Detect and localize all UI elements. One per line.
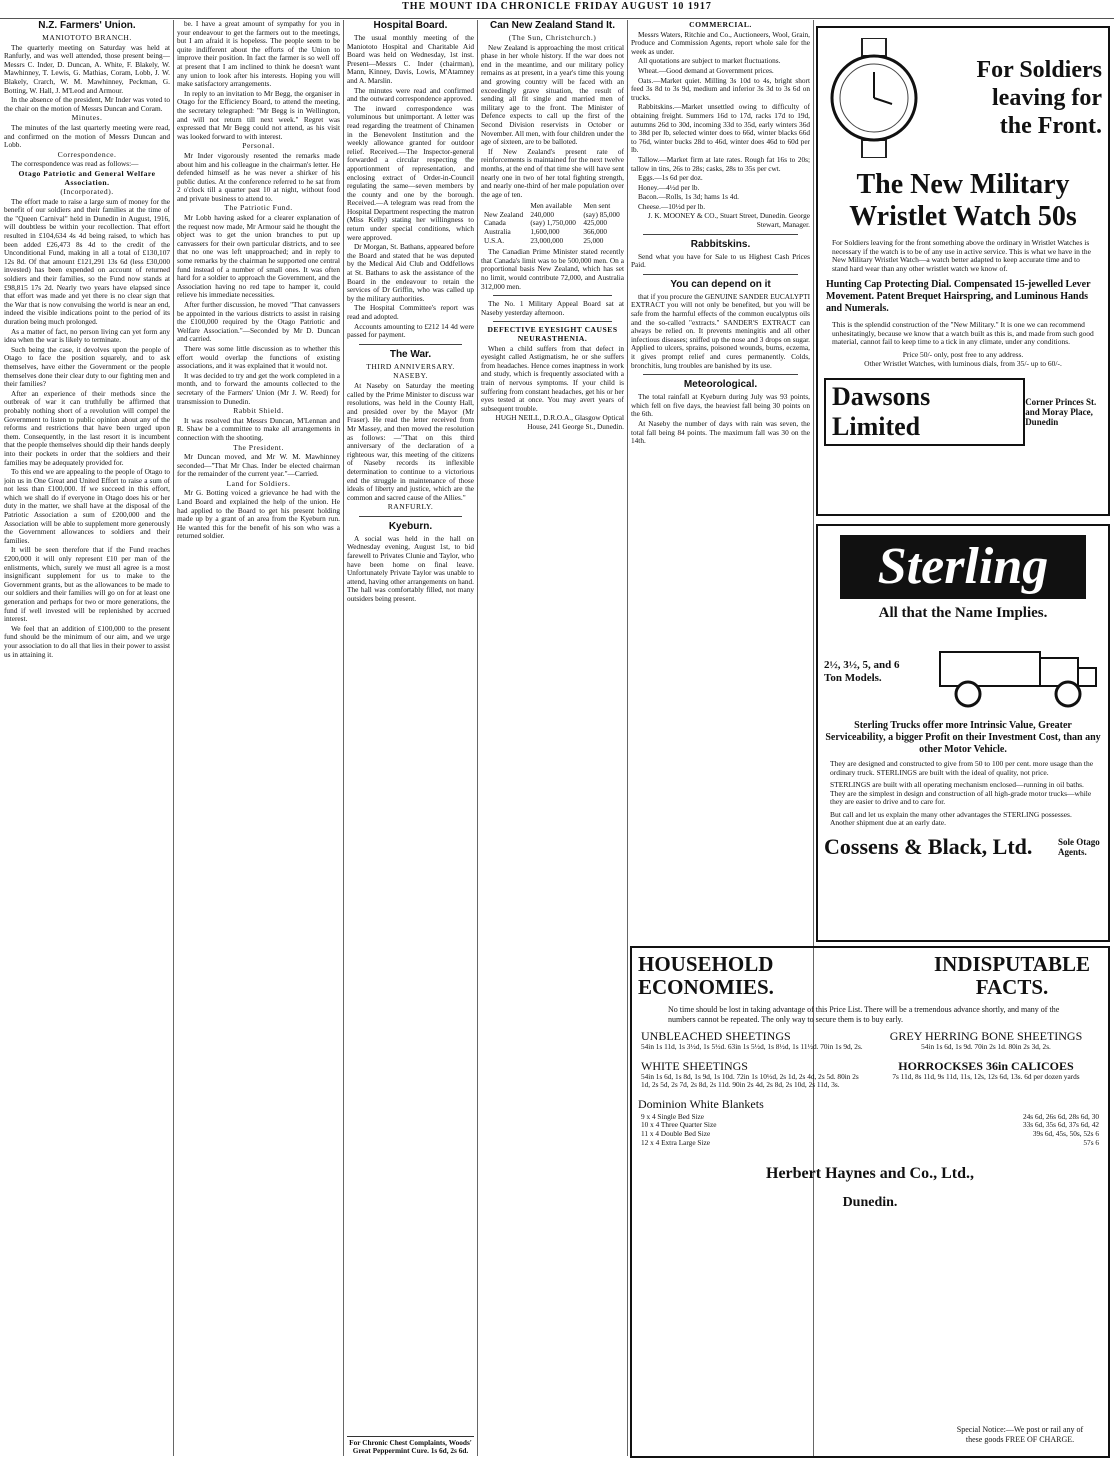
- paragraph: Dr Morgan, St. Bathans, appeared before the Board and stated that he was deputed by the Medical Aid Club and Oddfellows at St. Bathans to ask the assistance of the Board in the endeavour to retain the services of Dr Griffin, who was called up by the military authorities.: [347, 242, 474, 303]
- paragraph: STERLINGS are built with all operating mechanism enclosed—running in oil baths. They are the simplest in design and construction of all high-grade motor trucks—while they are easier to drive and to care for.: [830, 780, 1092, 806]
- blanket-table: [638, 1113, 1102, 1147]
- paragraph: In the absence of the president, Mr Inder was voted to the chair on the motion of Messrs Duncan and Coram.: [4, 95, 170, 113]
- article-title: N.Z. Farmers' Union.: [38, 20, 136, 31]
- paragraph: It was decided to try and get the work completed in a month, and to forward the amounts collected to the secretary of the Farmers' Union (Mr J. W. Reed) for transmission to Dunedin.: [177, 370, 340, 406]
- column-hospital-board: [347, 20, 474, 1456]
- paragraph: be. I have a great amount of sympathy for you in your endeavour to get the farmers out to the meetings, but I am afraid it is hopeless. The people seem to be quite indifferent about the efforts of the Union to improve their position. In fact the farmer is so well off at present that I am inclined to think he doesn't want any union to look after his interests. Hoping you will make satisfactory arrangements.: [177, 20, 340, 89]
- price-values: 54in 1s 6d, 1s 8d, 1s 9d, 1s 10d. 72in 1s 10½d, 2s 1d, 2s 4d, 2s 5d. 80in 2s 1d, 2s 5d, 2s 7d, 2s 8d, 2s 11d. 90in 2s 4d, 2s 8d, 2s 10d, 2s 11d, 3s.: [641, 1071, 859, 1090]
- subhead: Minutes.: [71, 113, 103, 123]
- paragraph: If New Zealand's present rate of reinforcements is maintained for the next twelve months, at the end of that time she will have sent nearly one in two of her total fighting strength, and nearly one-third of her male population over the age of ten.: [481, 146, 624, 199]
- price-values: 54in 1s 11d, 1s 3½d, 1s 5½d. 63in 1s 5½d, 1s 8½d, 1s 11½d. 70in 1s 9d, 2s.: [641, 1042, 863, 1051]
- cell: 10 x 4 Three Quarter Size: [641, 1120, 717, 1130]
- cell: 57s 6: [1083, 1137, 1099, 1147]
- paragraph: that if you procure the GENUINE SANDER EUCALYPTI EXTRACT you will not only be benefited, but you will be safe from the harmful effects of the common eucalyptus oils and the so-called "extracts." SANDER'S EXTRACT can always be relied on. It prevents meningitis and all other infectious diseases; sniffed up the nose and 3 drops on sugar. Applied to ulcers, sprains, poisoned wounds, burns, eczema, it gives prompt relief and cures permanently. Colds, bronchitis, lung troubles are banished by its use.: [631, 291, 810, 370]
- paragraph: It was resolved that Messrs Duncan, M'Lennan and R. Shaw be a committee to make all arrangements in connection with the shooting.: [177, 415, 340, 442]
- ad-claim: Sterling Trucks offer more Intrinsic Value, Greater Serviceability, a bigger Profit on their Investment Cost, than any other Motor Vehicle.: [825, 720, 1101, 755]
- paragraph: The No. 1 Military Appeal Board sat at Naseby yesterday afternoon.: [481, 299, 624, 317]
- ad-line: For Soldiers: [976, 57, 1102, 83]
- subhead: The Patriotic Fund.: [224, 203, 293, 213]
- paragraph: But call and let us explain the many other advantages the STERLING possesses. Another shipment due at an early date.: [830, 809, 1072, 827]
- article-title: You can depend on it: [670, 278, 771, 290]
- cell: 9 x 4 Single Bed Size: [641, 1111, 705, 1121]
- cell: 39s 6d, 45s, 50s, 52s 6: [1032, 1128, 1099, 1138]
- cell: Canada: [484, 218, 506, 228]
- cell: New Zealand: [484, 209, 524, 219]
- paragraph: Rabbitskins.—Market unsettled owing to difficulty of obtaining freight. Summers 16d to 17d, racks 17d to 19d, autumns 26d to 30d, incoming 33d to 35d, early winters 36d to 38d per lb, selected winter does to 66d, winter blacks 66d to 76d, winter bucks 28d to 46d, winter does 46d to 60d per lb.: [631, 102, 810, 155]
- price-list: [638, 1030, 1102, 1090]
- paragraph: A social was held in the hall on Wednesday evening, August 1st, to bid farewell to Privates Clunie and Taylor, who have been home on final leave. Unfortunately Private Taylor was unable to attend, having other arrangements on hand. The hall was comfortably filled, not many outsiders being present.: [347, 533, 474, 604]
- paragraph: The total rainfall at Kyeburn during July was 93 points, which fell on five days, the heaviest fall being 30 points on the 6th.: [631, 392, 810, 419]
- paragraph: For Soldiers leaving for the front something above the ordinary in Wristlet Watches is necessary if the watch is to be of any use in active service. This is what we have in the New Military Wristlet Watch—a watch better adapted to keep accurate time and to stand hard wear than any other wristlet watch we know of.: [832, 238, 1091, 273]
- signature: J. K. MOONEY & CO., Stuart Street, Dunedin. George Stewart, Manager.: [647, 211, 810, 230]
- paragraph: After further discussion, he moved "That canvassers be appointed in the various districts to assist in raising the £100,000 required by the Otago Patriotic and Welfare Association."—Seconded by Mr D. Duncan and carried.: [177, 300, 340, 344]
- subhead: RANFURLY.: [387, 502, 434, 512]
- ad-line: leaving for: [992, 85, 1102, 111]
- price-heading: WHITE SHEETINGS: [641, 1058, 748, 1073]
- paragraph: All quotations are subject to market fluctuations.: [638, 56, 781, 66]
- sterling-truck-ad: [816, 524, 1110, 942]
- paragraph: Send what you have for Sale to us Highest Cash Prices Paid.: [631, 251, 810, 270]
- paragraph: No time should be lost in taking advantage of this Price List. There will be a tremendous advance shortly, and many of the numbers cannot be repeated. The only way to secure them is to buy early.: [668, 1005, 1060, 1024]
- cell: 25,000: [583, 235, 604, 245]
- price-values: 7s 11d, 8s 11d, 9s 11d, 11s, 12s, 12s 6d, 13s. 6d per dozen yards: [892, 1071, 1080, 1081]
- ad-firm: Cossens & Black, Ltd.: [824, 833, 1033, 859]
- paragraph: Oats.—Market quiet. Milling 3s 10d to 4s, bright short feed 3s 8d to 3s 9d, medium and inferior 3s 3d to 3s 6d on trucks.: [631, 75, 810, 102]
- paragraph: Honey.—4½d per lb.: [638, 182, 700, 192]
- ad-notice: Special Notice:—We post or rail any of these goods FREE OF CHARGE.: [956, 1425, 1084, 1444]
- paragraph: The minutes were read and confirmed and the outward correspondence approved.: [347, 85, 474, 104]
- subhead: Correspondence.: [57, 149, 117, 159]
- cell: 425,000: [583, 218, 608, 228]
- article-title: COMMERCIAL.: [689, 20, 752, 29]
- column-farmers-union-cont: [177, 20, 340, 1456]
- truck-icon: [932, 632, 1102, 712]
- article-title: Hospital Board.: [373, 20, 448, 31]
- paragraph: The Hospital Committee's report was read and adopted.: [347, 303, 474, 321]
- column-commercial: [631, 20, 810, 920]
- paragraph: The usual monthly meeting of the Maniototo Hospital and Charitable Aid Board was held on Wednesday, 1st inst. Present—Messrs C. Inder (chairman), Mann, Kinney, Davis, Lowis, M'Atamney and A. Marslin.: [347, 33, 474, 85]
- cell: 240,000: [530, 209, 555, 219]
- enlistment-table: [481, 202, 624, 245]
- table-row: [481, 237, 624, 246]
- paragraph: Such being the case, it devolves upon the people of Otago to face the position squarely, and to ask themselves, have either the Government or the people themselves done their clear duty to our fighting men and their families?: [4, 344, 170, 389]
- watch-icon: [824, 38, 924, 158]
- paragraph: Cheese.—10½d per lb.: [638, 201, 706, 211]
- subhead: (Incorporated).: [60, 187, 114, 197]
- cell: 33s 6d, 35s 6d, 37s 6d, 42: [1022, 1120, 1099, 1130]
- ad-place: Dunedin.: [842, 1195, 898, 1211]
- cell: (say) 1,750,000: [530, 218, 576, 228]
- subhead: MANIOTOTO BRANCH.: [42, 33, 132, 42]
- sterling-logo: [840, 535, 1086, 599]
- ad-price: Price 50/- only, post free to any address.: [902, 349, 1024, 359]
- price-heading: UNBLEACHED SHEETINGS: [641, 1029, 791, 1043]
- paragraph: As a matter of fact, no person living can yet form any idea when the war is likely to terminate.: [4, 326, 170, 345]
- cell: 366,000: [583, 227, 608, 237]
- masthead: THE MOUNT IDA CHRONICLE FRIDAY AUGUST 10 1917: [0, 0, 1114, 19]
- paragraph: The Canadian Prime Minister stated recently that Canada's limit was to be 500,000 men. On a proportional basis New Zealand, which has set no limit, would contribute 72,000, and Australia 312,000 men.: [481, 247, 624, 291]
- paragraph: Accounts amounting to £212 14 4d were passed for payment.: [347, 321, 474, 340]
- ad-heading-right: INDISPUTABLE FACTS.: [934, 952, 1090, 999]
- column-farmers-union: [4, 20, 170, 1456]
- source: (The Sun, Christchurch.): [508, 33, 597, 42]
- paragraph: After an experience of their methods since the outbreak of war it can truthfully be affirmed that probably nothing short of a revolution will compel the Government to listen to public opinion about any of the reforms and restrictions that have been urged upon them. Consequently, in the last resort it is incumbent that the people themselves should dip their hands deeply into their pockets in order that the soldiers and their families may be adequately provided for.: [4, 388, 170, 467]
- dawsons-watch-ad: [816, 26, 1110, 516]
- paragraph: The effort made to raise a large sum of money for the benefit of our soldiers and their families at the time of the "Queen Carnival" held in Dunedin in August, 1916, will doubtless be within your recollection. That effort resulted in £104,634 4s 4d being raised, to which has been added £26,473 8s 4d to the credit of the Unconditional Fund, making in all a total of £130,107 12s 8d. Of that amount £121,291 13s 6d (less £30,000 invested) has been expended on account of returned soldiers and their families, so the Fund now stands at £98,815 17s 2d. Nearly two years have elapsed since that effort was made and yet there is no clear sign that the War that is now convulsing the world is near an end, indeed the visible indications point to the period of its duration being much prolonged.: [4, 196, 170, 326]
- paragraph: New Zealand is approaching the most critical phase in her whole history. If the war does not end in the meantime, and our military policy remains as at present, in a year's time this young and growing country will be faced with an exceedingly grave situation, the result of sending all fit single and married men of military age to the front. The Minister of Defence expects to call up the first of the Second Division reservists in October or November. All men, with four children under the age of sixteen, are to be balloted.: [481, 42, 624, 147]
- cell: 11 x 4 Double Bed Size: [641, 1128, 711, 1138]
- ad-firm: Dawsons Limited: [824, 378, 1025, 446]
- paragraph: At Naseby on Saturday the meeting called by the Prime Minister to discuss war resolutions, was held in the County Hall, and presided over by the Mayor (Mr Fraser). He read the letter received from Mr Massey, and then moved the resolution as follows: —"That on this third anniversary of the declaration of a righteous war, this meeting of the citizens of Naseby records its inflexible determination to continue to a victorious end the struggle in maintenance of those ideals of liberty and justice, which are the common and sacred cause of the Allies.": [347, 380, 474, 502]
- paragraph: Mr G. Botting voiced a grievance he had with the Land Board and explained the help of the union. He had applied to the Board to get his present holding made up by a grant of an area from the Kyeburn run. He wanted this for the benefit of his son who was a returned soldier.: [177, 488, 340, 541]
- paragraph: They are designed and constructed to give from 50 to 100 per cent. more usage than the ordinary truck. STERLINGS are built with the ideal of quality, not price.: [830, 759, 1094, 777]
- cell: 24s 6d, 26s 6d, 28s 6d, 30: [1022, 1111, 1099, 1121]
- cell: Australia: [484, 227, 511, 237]
- paragraph: To this end we are appealing to the people of Otago to join us in One Great and United Effort to raise a sum of not less than £100,000. If we succeed in this effort, which we shall do if everyone in Otago does his or her duty in the matter, we shall have at the disposal of the Patriotic Association a sum of £200,000 and the Association will be able to supplement more generously the Government allowances to soldiers and their families.: [4, 467, 170, 545]
- subhead: NASEBY.: [393, 371, 428, 381]
- paragraph: Mr Lobb having asked for a clearer explanation of the request now made, Mr Armour said he thought the object was to get the union branches to put up canvassers for their own particular districts, and to see that no one was left unapproached; and in reply to some remarks by the chairman he supported one central fund instead of a number of small ones. It was often hard for a soldier to approach the Government, and the Association having no red tape to hamper it, could relieve his immediate necessities.: [177, 213, 340, 300]
- ad-other: Other Wristlet Watches, with luminous dials, from 35/- up to 60/-.: [864, 358, 1062, 368]
- paragraph: There was some little discussion as to whether this effort would overlap the functions of existing associations, and it was explained that it would not.: [177, 343, 340, 371]
- paragraph: When a child suffers from that defect in eyesight called Astigmatism, he or she suffers from headaches. Hence comes inaptness in work and study, which is frequently associated with a train of nervous symptoms. If your child is suffering from constant headaches, get his or her eyes tested at once. You may avert years of subsequent trouble.: [481, 343, 624, 413]
- ad-heading-left: HOUSEHOLD ECONOMIES.: [638, 952, 774, 999]
- paragraph: Bacon.—Rolls, 1s 3d; hams 1s 4d.: [638, 192, 739, 202]
- table-row: [638, 1139, 1102, 1148]
- article-title: Meteorological.: [683, 379, 758, 391]
- ad-headline: The New Military Wristlet Watch 50s: [849, 169, 1077, 232]
- article-title: Rabbitskins.: [690, 238, 751, 250]
- footer-ad: For Chronic Chest Complaints, Woods' Great Peppermint Cure. 1s 6d, 2s 6d.: [347, 1436, 474, 1456]
- price-heading: GREY HERRING BONE SHEETINGS: [889, 1029, 1083, 1043]
- ad-line: the Front.: [999, 113, 1102, 139]
- table-header: Men available: [530, 201, 572, 211]
- cell: U.S.A.: [484, 235, 505, 245]
- subhead: The President.: [233, 442, 284, 452]
- household-economies-ad: [630, 946, 1110, 1458]
- paragraph: We feel that an addition of £100,000 to the present fund should be the minimum of our aim, and we urge your association to do all that lies in their power to assist us in attaining it.: [4, 623, 170, 659]
- paragraph: Mr Inder vigorously resented the remarks made about him and his colleague in the chairman's letter. He defended himself as he was never a shirker of his public duties. At the conference referred to he sat from 2 o'clock till a quarter past 10 at night, without food and private business to attend to.: [177, 150, 340, 203]
- subhead: Otago Patriotic and General Welfare Association.: [18, 168, 156, 187]
- paragraph: At Naseby the number of days with rain was seven, the total fall being 84 points. The maximum fall was 30 on the 14th.: [631, 418, 810, 446]
- signature: HUGH NEILL, D.R.O.A., Glasgow Optical House, 241 George St., Dunedin.: [495, 413, 624, 431]
- article-title: Can New Zealand Stand It.: [489, 20, 616, 31]
- column-new-zealand: [481, 20, 624, 1456]
- ad-agents: Sole Otago Agents.: [1058, 836, 1100, 857]
- paragraph: The minutes of the last quarterly meeting were read, and confirmed on the motion of Messrs Duncan and Lobb.: [4, 122, 170, 150]
- price-heading: HORROCKSES 36in CALICOES: [898, 1058, 1074, 1073]
- subhead: THIRD ANNIVERSARY.: [366, 361, 455, 371]
- cell: 23,000,000: [530, 235, 564, 245]
- paragraph: The inward correspondence was voluminous but unimportant. A letter was read regarding the treatment of Chinamen in the Benevolent Institution and the weekly allowance granted for outdoor relief. Received.—The Inspector-general forwarded a circular respecting the apportionment of representation, and enclosing extract of Order-in-Council regulating the same—seven members by the county and one by the borough. Received.—A telegram was read from the Hospital Department respecting the matron (Miss Kelly) stating her willingness to return under special conditions, which were approved.: [347, 103, 474, 242]
- paragraph: Messrs Waters, Ritchie and Co., Auctioneers, Wool, Grain, Produce and Commission Agents, report whole sale for the week as under.: [631, 29, 810, 56]
- sterling-logo-text: Sterling: [877, 538, 1049, 595]
- ad-features: Hunting Cap Protecting Dial. Compensated 15-jewelled Lever Movement. Patent Brequet Hairspring, and Luminous Hands and Numerals.: [826, 279, 1091, 314]
- subhead: Rabbit Shield.: [233, 406, 284, 416]
- article-title: Kyeburn.: [388, 520, 433, 532]
- ad-address: Corner Princes St. and Moray Place, Dunedin: [1025, 396, 1097, 427]
- paragraph: It will be seen therefore that if the Fund reaches £200,000 it will only represent £10 per man of the enlistments, which, surely we must all agree is a most insignificant supplement for us to make to the Government grants, but as the allowances to be made to our soldiers and their families will go on for at least one generation and perhaps for two or more generations, the fund if well invested will be replenished by accrued interest.: [4, 545, 170, 624]
- cell: 12 x 4 Extra Large Size: [641, 1137, 710, 1147]
- price-values: 54in 1s 6d, 1s 9d. 70in 2s 1d. 80in 2s 3d, 2s.: [921, 1042, 1051, 1051]
- subhead: Land for Soldiers.: [226, 478, 291, 488]
- article-title: The War.: [389, 348, 432, 360]
- subhead: Personal.: [242, 141, 275, 151]
- paragraph: Tallow.—Market firm at late rates. Rough fat 16s to 20s; tallow in tins, 26s to 28s; casks, 28s to 35s per cwt.: [631, 154, 810, 173]
- ad-models: 2½, 3½, 5, and 6 Ton Models.: [824, 659, 900, 684]
- paragraph: Eggs.—1s 6d per doz.: [638, 173, 703, 183]
- cell: 1,600,000: [530, 227, 560, 237]
- price-heading: Dominion White Blankets: [638, 1096, 764, 1111]
- paragraph: In reply to an invitation to Mr Begg, the organiser in Otago for the Efficiency Board, to attend the meeting, the secretary telegraphed: "Mr Begg is in Wellington, and will not return till next week." Regret was expressed that Mr Begg could not attend, as his visit was looked forward to with interest.: [177, 88, 340, 141]
- paragraph: Mr Duncan moved, and Mr W. M. Mawhinney seconded—"That Mr Chas. Inder be elected chairman for the remainder of the current year."—Carried.: [177, 452, 340, 479]
- paragraph: The quarterly meeting on Saturday was held at Ranfurly, and was well attended, those present being—Messrs C. Inder, D. Duncan, A. White, F. Blakely, W. Mawhinney, T. Lewis, G. Mathias, Coram, Lobb, J. W. Blakely, Crarch, W. M. Mawhinney, Peckman, G. Botting, W. Hall, J. M'Leod and Armour.: [4, 42, 170, 95]
- paragraph: The correspondence was read as follows:—: [11, 159, 139, 169]
- ad-firm: Herbert Haynes and Co., Ltd.,: [766, 1165, 974, 1183]
- table-header: Men sent: [583, 201, 611, 211]
- subhead: DEFECTIVE EYESIGHT CAUSES NEURASTHENIA.: [487, 325, 618, 343]
- cell: (say) 85,000: [583, 209, 620, 219]
- paragraph: Wheat.—Good demand at Government prices.: [638, 65, 774, 75]
- paragraph: This is the splendid construction of the "New Military." It is one we can recommend unhesitatingly, because we know that a watch built as this is, and made from such good material, cannot fail to keep time to a tick in any climate, under any conditions.: [832, 320, 1094, 346]
- ad-tagline: All that the Name Implies.: [878, 605, 1048, 621]
